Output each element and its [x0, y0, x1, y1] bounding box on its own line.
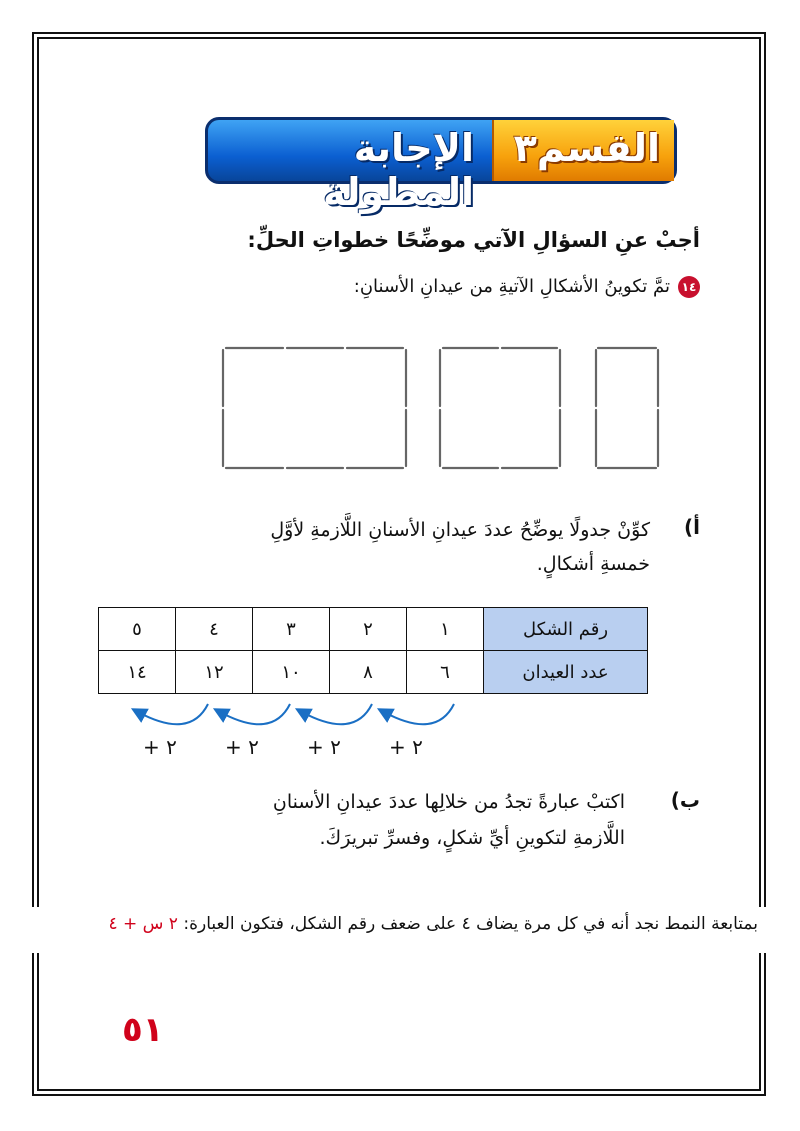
increment-label: + ٢	[225, 735, 259, 759]
question-14	[354, 276, 700, 298]
part-b-label: ب)	[670, 788, 700, 812]
table-cell: ١	[407, 608, 484, 651]
page-number: ٥١	[122, 1010, 164, 1050]
part-a-text: كوِّنْ جدولًا يوضِّحُ عددَ عيدانِ الأسنانِ اللَّازمةِ لأوَّلِ خمسةِ أشكالٍ.	[270, 519, 650, 575]
section-banner	[205, 117, 677, 214]
shape-3	[223, 348, 406, 468]
table-header-stick-count: عدد العيدان	[484, 651, 648, 694]
answer-text: بمتابعة النمط نجد أنه في كل مرة يضاف ٤ على ضعف رقم الشكل، فتكون العبارة:	[183, 914, 758, 934]
toothpick-shapes	[0, 340, 800, 480]
answer-line	[108, 914, 758, 934]
arc-arrow	[302, 704, 372, 724]
part-b-text: اكتبْ عبارةً تجدُ من خلالِها عددَ عيدانِ الأسنانِ اللَّازمةِ لتكوينِ أيِّ شكلٍ، وفسرِّ تبريرَكَ.	[272, 791, 625, 849]
table-cell: ٦	[407, 651, 484, 694]
instruction-text: أجبْ عنِ السؤالِ الآتي موضِّحًا خطواتِ الحلِّ:	[247, 228, 700, 252]
table-row	[99, 651, 648, 694]
increment-label: + ٢	[389, 735, 423, 759]
shape-2	[440, 348, 560, 468]
increment-label: + ٢	[307, 735, 341, 759]
table-cell: ٣	[253, 608, 330, 651]
question-text: تمَّ تكوينُ الأشكالِ الآتيةِ من عيدانِ الأسنانِ:	[353, 276, 670, 297]
table-header-shape-number: رقم الشكل	[484, 608, 648, 651]
question-number-badge: ١٤	[678, 276, 700, 298]
table-cell: ٤	[176, 608, 253, 651]
table-cell: ٨	[330, 651, 407, 694]
shape-1	[596, 348, 658, 468]
answer-expression: ٢ س + ٤	[108, 914, 178, 934]
increment-arcs	[120, 698, 480, 738]
table-cell: ٥	[99, 608, 176, 651]
table-cell: ١٠	[253, 651, 330, 694]
table-row	[99, 608, 648, 651]
data-table	[98, 607, 648, 694]
arc-arrow	[220, 704, 290, 724]
arc-arrow	[384, 704, 454, 724]
banner-section-label: القسم٣	[513, 126, 660, 170]
table-cell: ١٢	[176, 651, 253, 694]
table-cell: ٢	[330, 608, 407, 651]
increment-label: + ٢	[143, 735, 177, 759]
arc-arrow	[138, 704, 208, 724]
table-cell: ١٤	[99, 651, 176, 694]
part-a-label: أ)	[684, 515, 700, 539]
banner-title: الإجابة المطولة	[323, 126, 474, 214]
